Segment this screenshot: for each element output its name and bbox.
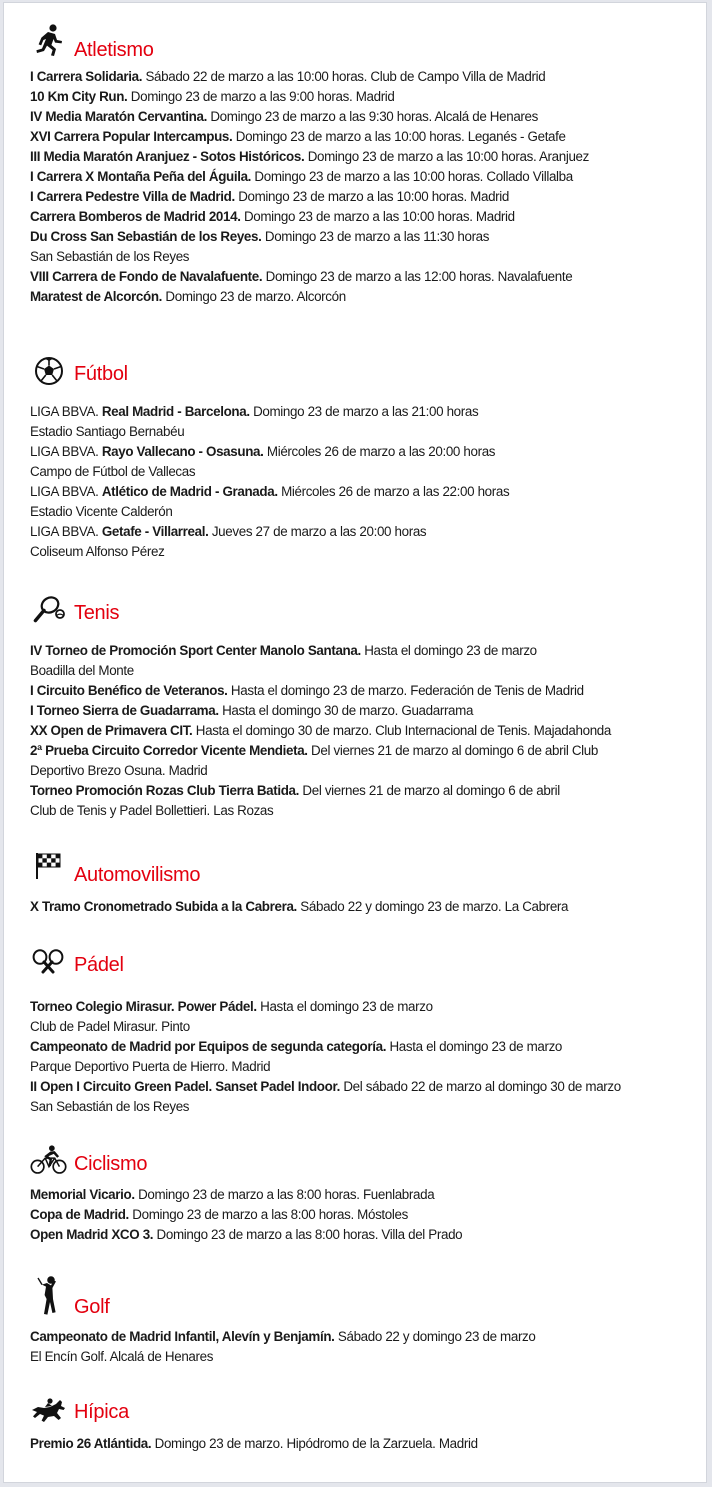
event-name[interactable]: I Circuito Benéfico de Veteranos. bbox=[30, 683, 228, 698]
event-line bbox=[30, 897, 568, 917]
event-line bbox=[30, 997, 621, 1017]
event-line bbox=[30, 462, 509, 482]
event-details: Domingo 23 de marzo a las 12:00 horas. Navalafuente bbox=[262, 269, 573, 284]
event-details: Estadio Vicente Calderón bbox=[30, 504, 173, 519]
event-line bbox=[30, 1077, 621, 1097]
event-line bbox=[30, 107, 589, 127]
event-line bbox=[30, 1185, 462, 1205]
section-golf bbox=[30, 1279, 700, 1364]
event-details: Domingo 23 de marzo a las 8:00 horas. Móstoles bbox=[128, 1207, 408, 1222]
event-details: Domingo 23 de marzo a las 9:30 horas. Alcalá de Henares bbox=[206, 109, 538, 124]
event-name[interactable]: Getafe - Villarreal. bbox=[101, 524, 209, 539]
event-details: Del viernes 21 de marzo al domingo 6 de abril bbox=[299, 783, 560, 798]
event-line bbox=[30, 127, 589, 147]
event-name[interactable]: Carrera Bomberos de Madrid 2014. bbox=[30, 209, 241, 224]
horse-racing-icon bbox=[30, 1394, 68, 1432]
section-title[interactable]: Hípica bbox=[74, 1401, 129, 1423]
event-list bbox=[30, 1434, 478, 1454]
event-details: Deportivo Brezo Osuna. Madrid bbox=[30, 763, 208, 778]
event-details: Estadio Santiago Bernabéu bbox=[30, 424, 185, 439]
event-details: Campo de Fútbol de Vallecas bbox=[30, 464, 196, 479]
event-list bbox=[30, 897, 568, 917]
event-name[interactable]: I Carrera Pedestre Villa de Madrid. bbox=[30, 189, 235, 204]
event-details: Del sábado 22 de marzo al domingo 30 de marzo bbox=[339, 1079, 621, 1094]
event-line bbox=[30, 1347, 536, 1367]
event-line bbox=[30, 147, 589, 167]
section-padel bbox=[30, 945, 700, 1114]
event-line bbox=[30, 1205, 462, 1225]
event-details: Domingo 23 de marzo. Hipódromo de la Zarzuela. Madrid bbox=[151, 1436, 478, 1451]
event-name[interactable]: Real Madrid - Barcelona. bbox=[101, 404, 250, 419]
event-line bbox=[30, 701, 611, 721]
event-list bbox=[30, 997, 621, 1117]
event-line bbox=[30, 801, 611, 821]
section-futbol bbox=[30, 352, 700, 559]
event-name[interactable]: Campeonato de Madrid por Equipos de segunda categoría. bbox=[30, 1039, 387, 1054]
section-title[interactable]: Ciclismo bbox=[74, 1153, 148, 1175]
section-atletismo bbox=[30, 23, 700, 304]
event-details: Parque Deportivo Puerta de Hierro. Madrid bbox=[30, 1059, 271, 1074]
section-title[interactable]: Pádel bbox=[74, 954, 124, 976]
event-details: El Encín Golf. Alcalá de Henares bbox=[30, 1349, 214, 1364]
event-details: Boadilla del Monte bbox=[30, 663, 134, 678]
event-name[interactable]: II Open I Circuito Green Padel. Sanset Padel Indoor. bbox=[30, 1079, 340, 1094]
event-line bbox=[30, 1097, 621, 1117]
event-line bbox=[30, 761, 611, 781]
event-name[interactable]: Atlético de Madrid - Granada. bbox=[101, 484, 278, 499]
event-line bbox=[30, 187, 589, 207]
section-automovilismo bbox=[30, 849, 700, 914]
event-details: Sábado 22 de marzo a las 10:00 horas. Club de Campo Villa de Madrid bbox=[142, 69, 546, 84]
event-league: LIGA BBVA. bbox=[30, 444, 102, 459]
event-line bbox=[30, 522, 509, 542]
event-line bbox=[30, 1434, 478, 1454]
event-details: Del viernes 21 de marzo al domingo 6 de abril Club bbox=[307, 743, 598, 758]
event-name[interactable]: Torneo Promoción Rozas Club Tierra Batida. bbox=[30, 783, 300, 798]
event-name[interactable]: 10 Km City Run. bbox=[30, 89, 128, 104]
event-line bbox=[30, 422, 509, 442]
event-details: Hasta el domingo 23 de marzo. Federación de Tenis de Madrid bbox=[227, 683, 584, 698]
event-line bbox=[30, 542, 509, 562]
event-details: San Sebastián de los Reyes bbox=[30, 1099, 190, 1114]
event-name[interactable]: Copa de Madrid. bbox=[30, 1207, 129, 1222]
event-details: Hasta el domingo 23 de marzo bbox=[386, 1039, 563, 1054]
section-title[interactable]: Automovilismo bbox=[74, 864, 201, 886]
event-details: Domingo 23 de marzo a las 10:00 horas. Madrid bbox=[240, 209, 515, 224]
event-name[interactable]: XVI Carrera Popular Intercampus. bbox=[30, 129, 233, 144]
tennis-racket-icon bbox=[30, 591, 68, 629]
event-league: LIGA BBVA. bbox=[30, 484, 102, 499]
event-line bbox=[30, 67, 589, 87]
event-details: Domingo 23 de marzo a las 9:00 horas. Madrid bbox=[127, 89, 395, 104]
event-name[interactable]: IV Torneo de Promoción Sport Center Manolo Santana. bbox=[30, 643, 361, 658]
section-title[interactable]: Tenis bbox=[74, 602, 120, 624]
section-title[interactable]: Golf bbox=[74, 1296, 110, 1318]
event-name[interactable]: I Carrera X Montaña Peña del Águila. bbox=[30, 169, 252, 184]
page-frame bbox=[3, 2, 707, 1483]
event-details: Domingo 23 de marzo a las 11:30 horas bbox=[261, 229, 490, 244]
event-line bbox=[30, 1037, 621, 1057]
event-name[interactable]: Du Cross San Sebastián de los Reyes. bbox=[30, 229, 262, 244]
event-name[interactable]: Premio 26 Atlántida. bbox=[30, 1436, 152, 1451]
event-league: LIGA BBVA. bbox=[30, 524, 102, 539]
event-details: Hasta el domingo 30 de marzo. Guadarrama bbox=[218, 703, 474, 718]
event-details: Miércoles 26 de marzo a las 22:00 horas bbox=[277, 484, 510, 499]
section-title[interactable]: Atletismo bbox=[74, 39, 154, 61]
event-name[interactable]: III Media Maratón Aranjuez - Sotos Históricos. bbox=[30, 149, 305, 164]
event-details: Jueves 27 de marzo a las 20:00 horas bbox=[208, 524, 427, 539]
event-details: Domingo 23 de marzo a las 21:00 horas bbox=[249, 404, 479, 419]
checkered-flag-icon bbox=[30, 847, 68, 885]
event-details: Domingo 23 de marzo a las 10:00 horas. Madrid bbox=[234, 189, 510, 204]
event-line bbox=[30, 1225, 462, 1245]
event-list bbox=[30, 1185, 462, 1245]
event-details: Domingo 23 de marzo a las 10:00 horas. Leganés - Getafe bbox=[232, 129, 566, 144]
event-details: Domingo 23 de marzo a las 10:00 horas. Aranjuez bbox=[304, 149, 589, 164]
event-line bbox=[30, 1327, 536, 1347]
event-name[interactable]: I Carrera Solidaria. bbox=[30, 69, 143, 84]
event-details: Domingo 23 de marzo. Alcorcón bbox=[162, 289, 346, 304]
event-name[interactable]: XX Open de Primavera CIT. bbox=[30, 723, 193, 738]
event-line bbox=[30, 167, 589, 187]
event-line bbox=[30, 227, 589, 247]
event-line bbox=[30, 741, 611, 761]
event-list bbox=[30, 641, 611, 821]
event-line bbox=[30, 1017, 621, 1037]
event-line bbox=[30, 247, 589, 267]
event-list bbox=[30, 402, 509, 562]
golfer-icon bbox=[30, 1277, 68, 1315]
event-line bbox=[30, 87, 589, 107]
event-line bbox=[30, 661, 611, 681]
event-details: Miércoles 26 de marzo a las 20:00 horas bbox=[263, 444, 496, 459]
section-tenis bbox=[30, 591, 700, 818]
event-line bbox=[30, 267, 589, 287]
event-name[interactable]: Torneo Colegio Mirasur. Power Pádel. bbox=[30, 999, 257, 1014]
runner-icon bbox=[30, 21, 68, 59]
event-name[interactable]: IV Media Maratón Cervantina. bbox=[30, 109, 207, 124]
event-details: Coliseum Alfonso Pérez bbox=[30, 544, 165, 559]
cyclist-icon bbox=[30, 1141, 68, 1179]
event-details: Domingo 23 de marzo a las 8:00 horas. Villa del Prado bbox=[153, 1227, 463, 1242]
event-details: Domingo 23 de marzo a las 8:00 horas. Fuenlabrada bbox=[134, 1187, 435, 1202]
event-name[interactable]: Open Madrid XCO 3. bbox=[30, 1227, 154, 1242]
event-details: Hasta el domingo 23 de marzo bbox=[256, 999, 433, 1014]
event-name[interactable]: I Torneo Sierra de Guadarrama. bbox=[30, 703, 219, 718]
event-name[interactable]: X Tramo Cronometrado Subida a la Cabrera. bbox=[30, 899, 297, 914]
soccer-ball-icon bbox=[30, 352, 68, 390]
event-name[interactable]: Maratest de Alcorcón. bbox=[30, 289, 163, 304]
event-name[interactable]: Memorial Vicario. bbox=[30, 1187, 135, 1202]
event-line bbox=[30, 442, 509, 462]
event-line bbox=[30, 482, 509, 502]
event-details: Sábado 22 y domingo 23 de marzo bbox=[334, 1329, 536, 1344]
event-details: Hasta el domingo 30 de marzo. Club Internacional de Tenis. Majadahonda bbox=[192, 723, 611, 738]
section-ciclismo bbox=[30, 1141, 700, 1242]
section-hipica bbox=[30, 1396, 700, 1451]
event-list bbox=[30, 67, 589, 307]
event-line bbox=[30, 681, 611, 701]
event-details: Domingo 23 de marzo a las 10:00 horas. Collado Villalba bbox=[251, 169, 573, 184]
event-line bbox=[30, 402, 509, 422]
event-name[interactable]: VIII Carrera de Fondo de Navalafuente. bbox=[30, 269, 263, 284]
event-name[interactable]: Rayo Vallecano - Osasuna. bbox=[101, 444, 264, 459]
event-details: Hasta el domingo 23 de marzo bbox=[360, 643, 537, 658]
event-list bbox=[30, 1327, 536, 1367]
event-details: Club de Padel Mirasur. Pinto bbox=[30, 1019, 190, 1034]
event-name[interactable]: 2ª Prueba Circuito Corredor Vicente Mendieta. bbox=[30, 743, 308, 758]
event-details: San Sebastián de los Reyes bbox=[30, 249, 190, 264]
event-line bbox=[30, 1057, 621, 1077]
padel-rackets-icon bbox=[30, 943, 68, 981]
event-line bbox=[30, 207, 589, 227]
event-line bbox=[30, 641, 611, 661]
event-line bbox=[30, 502, 509, 522]
event-name[interactable]: Campeonato de Madrid Infantil, Alevín y Benjamín. bbox=[30, 1329, 335, 1344]
event-line bbox=[30, 287, 589, 307]
event-details: Sábado 22 y domingo 23 de marzo. La Cabrera bbox=[296, 899, 569, 914]
event-details: Club de Tenis y Padel Bollettieri. Las Rozas bbox=[30, 803, 274, 818]
event-league: LIGA BBVA. bbox=[30, 404, 102, 419]
event-line bbox=[30, 781, 611, 801]
event-line bbox=[30, 721, 611, 741]
section-title[interactable]: Fútbol bbox=[74, 363, 128, 385]
